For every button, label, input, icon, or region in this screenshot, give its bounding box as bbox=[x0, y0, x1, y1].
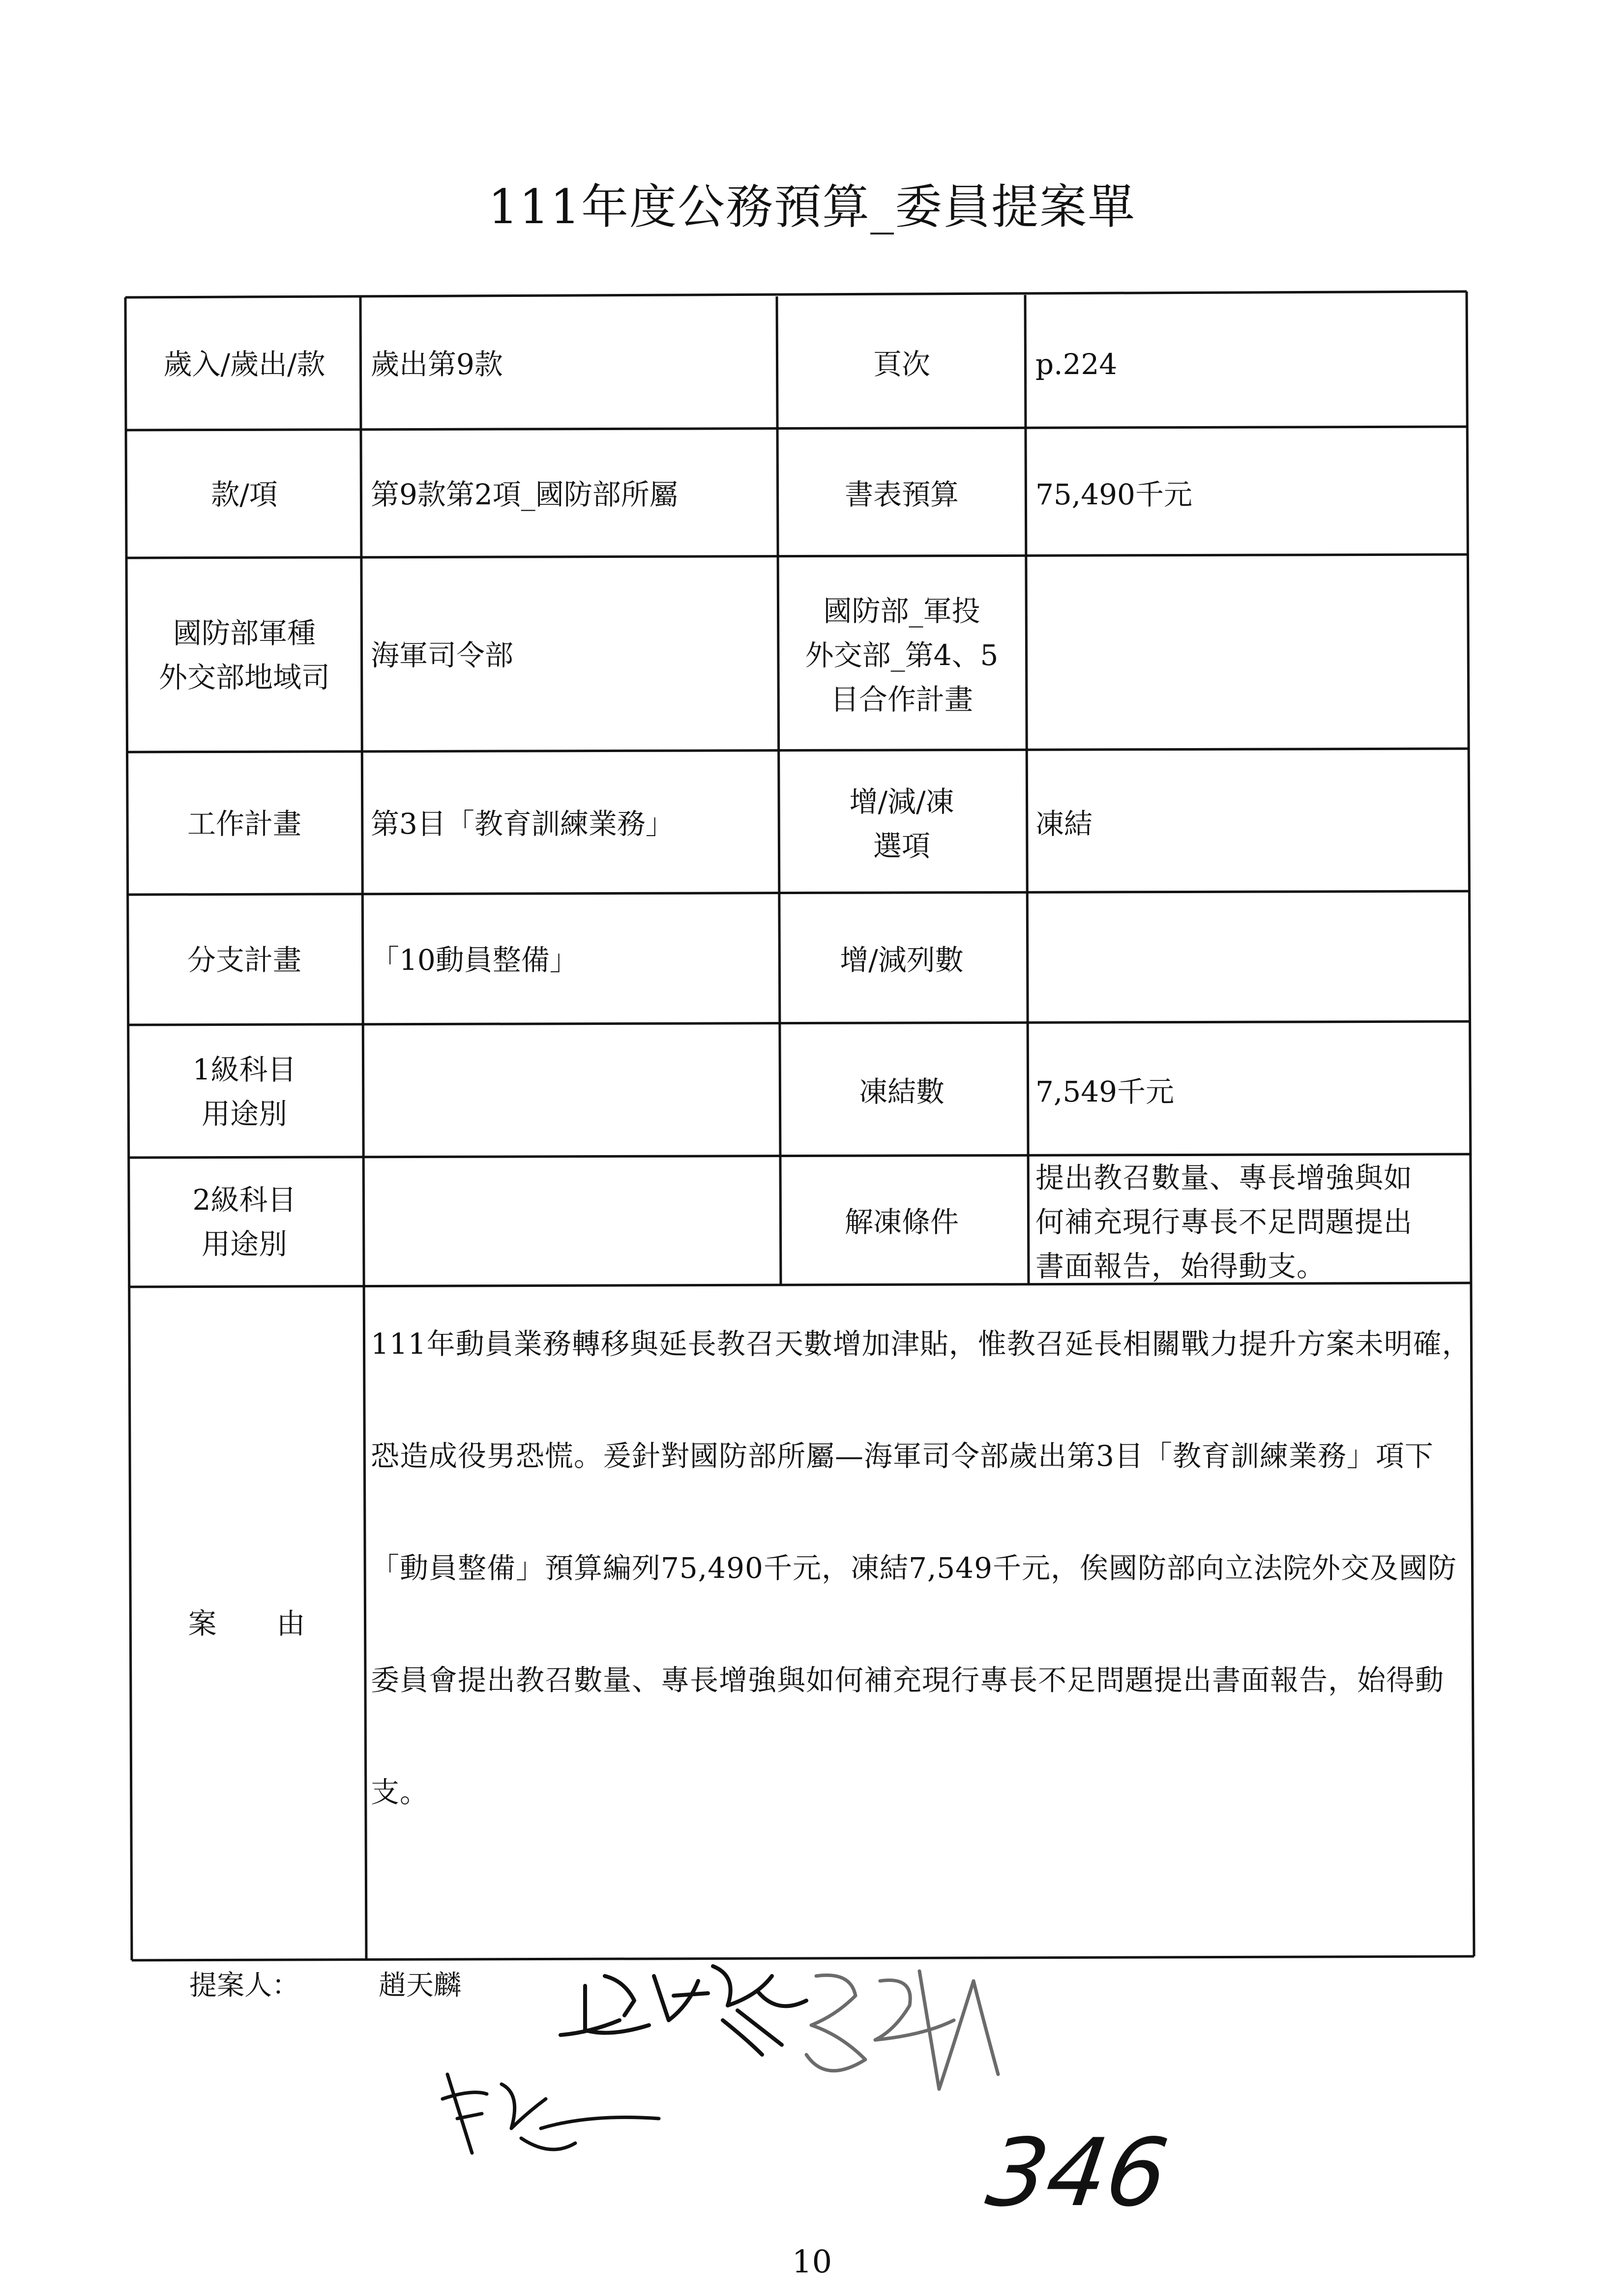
value-page: p.224 bbox=[1035, 348, 1118, 381]
label-frozen-amount: 凍結數 bbox=[858, 1075, 945, 1108]
handwritten-number: 346 bbox=[980, 2119, 1175, 2227]
label-statement-budget: 書表預算 bbox=[844, 477, 959, 511]
value-work-plan: 第3目「教育訓練業務」 bbox=[371, 807, 674, 841]
label-cooperation-plan: 國防部_軍投 外交部_第4、5 目合作計畫 bbox=[805, 594, 999, 716]
value-item: 第9款第2項_國防部所屬 bbox=[371, 477, 678, 511]
label-budget-category: 歲入/歲出/款 bbox=[163, 348, 325, 381]
label-page: 頁次 bbox=[873, 348, 930, 381]
label-adjust-option: 增/減/凍 選項 bbox=[849, 785, 954, 863]
label-unfreeze-condition: 解凍條件 bbox=[844, 1205, 959, 1239]
label-reason: 案 由 bbox=[188, 1606, 306, 1640]
label-level1-subject: 1級科目 用途別 bbox=[192, 1052, 296, 1131]
value-unfreeze-condition: 提出教召數量、專長增強與如 何補充現行專長不足問題提出 書面報告，始得動支。 bbox=[1035, 1161, 1413, 1283]
proposer-name: 趙天麟 bbox=[379, 1970, 461, 2002]
value-cooperation-plan bbox=[1028, 559, 1465, 751]
value-frozen-amount: 7,549千元 bbox=[1035, 1075, 1175, 1108]
value-level2-subject bbox=[363, 1159, 776, 1284]
proposer-label: 提案人： bbox=[189, 1970, 299, 2002]
value-service-branch: 海軍司令部 bbox=[371, 639, 514, 672]
reason-text: 111年動員業務轉移與延長教召天數增加津貼，惟教召延長相關戰力提升方案未明確，恐造成役男恐慌。爰針對國防部所屬—海軍司令部歲出第3目「教育訓練業務」項下「動員整備」預算編列75,490千元，凍結7,549千元，俟國防部向立法院外交及國防委員會提出教召數量、專長增強與如何補充現行專長不足問題提出書面報告，始得動支。 bbox=[371, 1327, 1471, 1809]
page-number: 10 bbox=[792, 2244, 832, 2280]
label-item: 款/項 bbox=[211, 477, 278, 511]
page-title: 111年度公務預算_委員提案單 bbox=[488, 179, 1136, 234]
value-budget-category: 歲出第9款 bbox=[371, 348, 503, 381]
signature-3 bbox=[428, 2055, 683, 2173]
value-level1-subject bbox=[363, 1026, 776, 1157]
signature-2 bbox=[797, 1961, 1013, 2104]
label-service-branch: 國防部軍種 外交部地域司 bbox=[158, 616, 330, 694]
value-adjust-amount bbox=[1028, 896, 1465, 1024]
value-statement-budget: 75,490千元 bbox=[1035, 477, 1192, 511]
label-branch-plan: 分支計畫 bbox=[187, 943, 301, 977]
label-work-plan: 工作計畫 bbox=[187, 807, 301, 841]
value-adjust-option: 凍結 bbox=[1035, 807, 1093, 841]
value-branch-plan: 「10動員整備」 bbox=[371, 943, 578, 977]
label-adjust-amount: 增/減列數 bbox=[840, 943, 964, 977]
label-level2-subject: 2級科目 用途別 bbox=[192, 1183, 296, 1261]
